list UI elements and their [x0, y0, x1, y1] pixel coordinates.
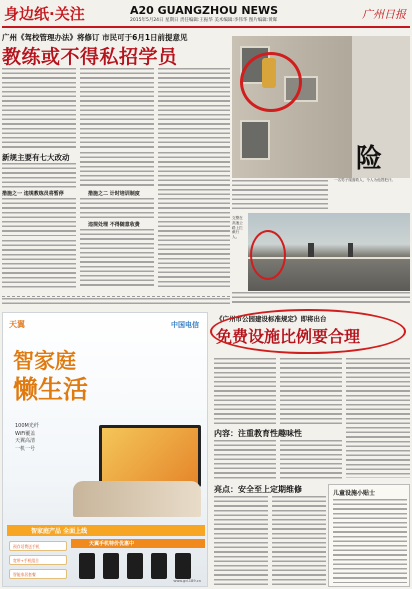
phone-image [79, 553, 95, 579]
second-kicker: 《广州市公园建设标准规定》即将出台 [216, 315, 327, 323]
article-column [280, 358, 342, 424]
ad-offer [9, 569, 67, 579]
photo-caption: 交警在高速公路上拦截行人。 [232, 216, 243, 240]
ad-bullet: 天翼高清 [15, 438, 36, 444]
divider [2, 296, 230, 297]
section-heading: 亮点：安全至上定期维修 [214, 485, 302, 494]
article-column [346, 358, 410, 478]
article-column [158, 68, 230, 148]
family-image [73, 481, 201, 517]
highlight-circle [240, 52, 302, 112]
ad-bullet: WiFi覆盖 [15, 430, 36, 437]
article-column [280, 440, 342, 480]
issue-date: 2015年5月24日 星期日 责任编辑:王振华 美术编辑:李伟华 图片编辑:黄晖 [130, 18, 278, 23]
highlight-circle [250, 230, 286, 280]
article-column [80, 229, 154, 289]
phone-image [127, 553, 143, 579]
article-column [232, 180, 328, 210]
ad-bullets [15, 423, 39, 453]
article-column [2, 198, 76, 236]
photo-caption: 一名男子爬窗救人，令人为他捏把汗。 [334, 178, 396, 182]
section-title: 身边纸·关注 [4, 5, 85, 23]
article-column [272, 496, 326, 586]
section-heading: 违规处理 不得随意收费 [88, 222, 140, 228]
ad-title: 懒生活 [13, 375, 89, 404]
article-column [232, 292, 410, 306]
lead-headline: 教练或不得私招学员 [2, 46, 178, 68]
telecom-advertisement[interactable] [2, 312, 208, 587]
ad-promo-banner [71, 539, 205, 548]
ad-offer-text: 预存话费送手机 [13, 544, 40, 549]
mini-photo-strip [360, 80, 408, 90]
ad-operator: 中国电信 [171, 321, 199, 329]
sidebar-title: 儿童设施小贴士 [333, 490, 376, 497]
sidebar-text [333, 499, 407, 583]
ad-bullet: 一机一号 [15, 445, 36, 452]
ad-band-text: 智家庭产品 全面上线 [31, 528, 88, 535]
ad-brand: 天翼 [9, 320, 25, 329]
article-column [2, 240, 76, 289]
ad-url: www.gd.189.cn [173, 579, 201, 583]
ad-offer [9, 541, 67, 551]
phone-image [175, 553, 191, 579]
window [240, 120, 270, 160]
tips-sidebar [328, 484, 410, 587]
article-column [80, 68, 154, 148]
newspaper-logo: 广州日报 [362, 8, 406, 21]
ad-offer-text: 宽带+手机组合 [13, 558, 39, 563]
tv-image [99, 425, 201, 487]
article-column [2, 163, 76, 189]
article-column [80, 152, 154, 188]
phone-image [151, 553, 167, 579]
article-column [214, 358, 276, 424]
ad-title: 智家庭 [13, 349, 76, 373]
page-number: A20 GUANGZHOU NEWS [130, 4, 279, 17]
phone-image [103, 553, 119, 579]
pedestrian [348, 243, 353, 257]
article-column [80, 198, 154, 218]
section-heading: 措施之二 计时培训制度 [88, 191, 140, 197]
section-heading: 新规主要有七大改动 [2, 153, 70, 162]
second-headline: 免费设施比例要合理 [216, 327, 361, 346]
ad-offer-text: 智能家居套餐 [13, 572, 36, 577]
section-heading: 内容：注重教育性趣味性 [214, 429, 302, 438]
masthead [2, 2, 410, 28]
ad-offer [9, 555, 67, 565]
article-column [214, 496, 268, 586]
highlight-oval [210, 309, 406, 354]
article-column [214, 440, 276, 480]
section-heading: 措施之一 违规教练员将暂停 [2, 191, 64, 197]
ad-band [7, 525, 205, 536]
photo-glyph: 险 [356, 144, 383, 174]
ad-promo-text: 天翼手机特价优惠中 [89, 541, 135, 547]
ad-bullet: 100M光纤 [15, 423, 39, 429]
article-footnote [2, 298, 230, 306]
article-column [158, 152, 230, 289]
article-column [2, 68, 76, 148]
lead-kicker: 广州《驾校管理办法》将修订 市民可于6月1日前提意见 [2, 33, 188, 42]
